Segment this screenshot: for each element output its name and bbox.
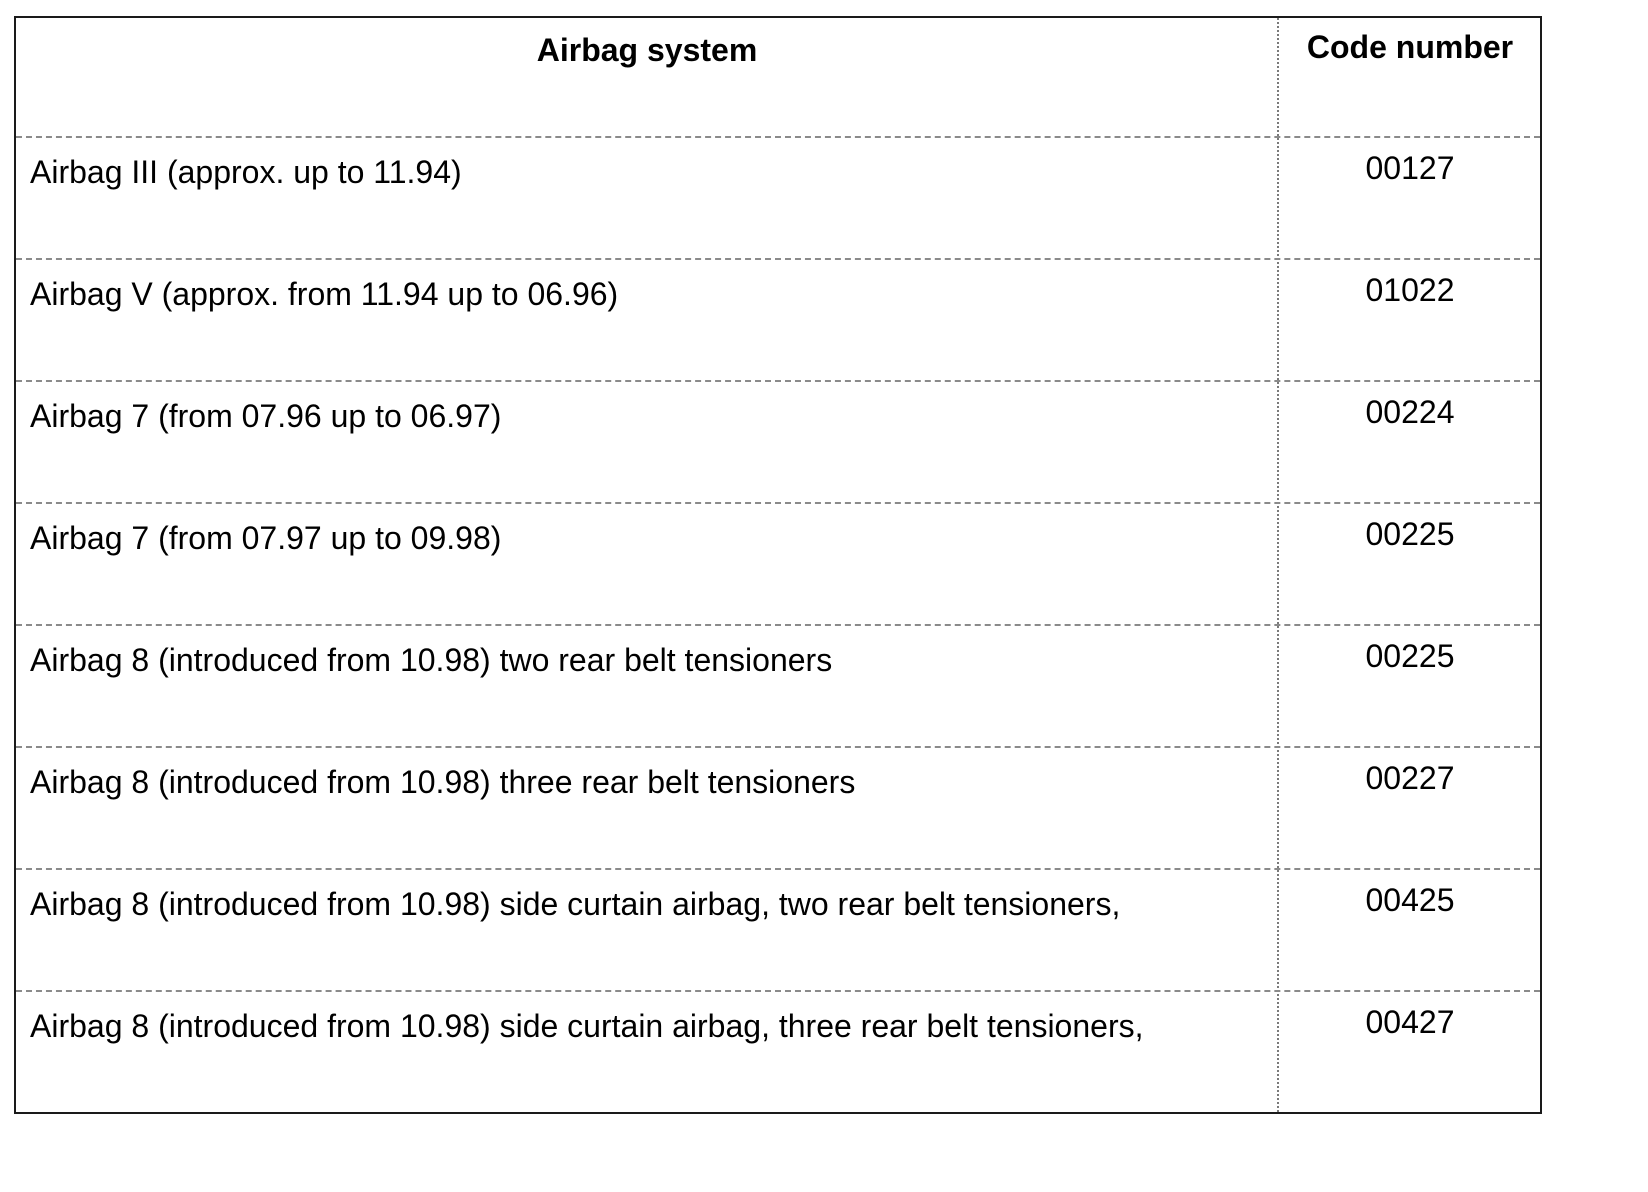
airbag-system-cell: Airbag 8 (introduced from 10.98) two rear belt tensioners bbox=[30, 642, 833, 678]
table-row bbox=[16, 746, 1540, 868]
airbag-system-cell: Airbag 8 (introduced from 10.98) side curtain airbag, two rear belt tensioners, bbox=[30, 886, 1121, 922]
code-number-cell: 00225 bbox=[1365, 516, 1455, 552]
table-row bbox=[16, 136, 1540, 258]
table-row bbox=[16, 380, 1540, 502]
table-row bbox=[16, 258, 1540, 380]
code-number-cell: 00425 bbox=[1365, 882, 1455, 918]
airbag-system-cell: Airbag 8 (introduced from 10.98) side curtain airbag, three rear belt tensioners, bbox=[30, 1008, 1144, 1044]
code-number-cell: 00225 bbox=[1365, 638, 1455, 674]
code-number-cell: 00227 bbox=[1365, 760, 1455, 796]
airbag-code-table bbox=[14, 16, 1542, 1114]
code-number-cell: 01022 bbox=[1365, 272, 1455, 308]
code-number-cell: 00224 bbox=[1365, 394, 1455, 430]
header-code-number: Code number bbox=[1306, 29, 1514, 65]
table-row bbox=[16, 868, 1540, 990]
airbag-system-cell: Airbag V (approx. from 11.94 up to 06.96) bbox=[30, 276, 619, 312]
header-airbag-system: Airbag system bbox=[536, 32, 758, 68]
table-row bbox=[16, 624, 1540, 746]
code-number-cell: 00427 bbox=[1365, 1004, 1455, 1040]
code-number-cell: 00127 bbox=[1365, 150, 1455, 186]
airbag-system-cell: Airbag 8 (introduced from 10.98) three rear belt tensioners bbox=[30, 764, 856, 800]
airbag-system-cell: Airbag 7 (from 07.97 up to 09.98) bbox=[30, 520, 502, 556]
table-row bbox=[16, 502, 1540, 624]
table-row bbox=[16, 990, 1540, 1112]
airbag-system-cell: Airbag 7 (from 07.96 up to 06.97) bbox=[30, 398, 502, 434]
airbag-system-cell: Airbag III (approx. up to 11.94) bbox=[30, 154, 462, 190]
